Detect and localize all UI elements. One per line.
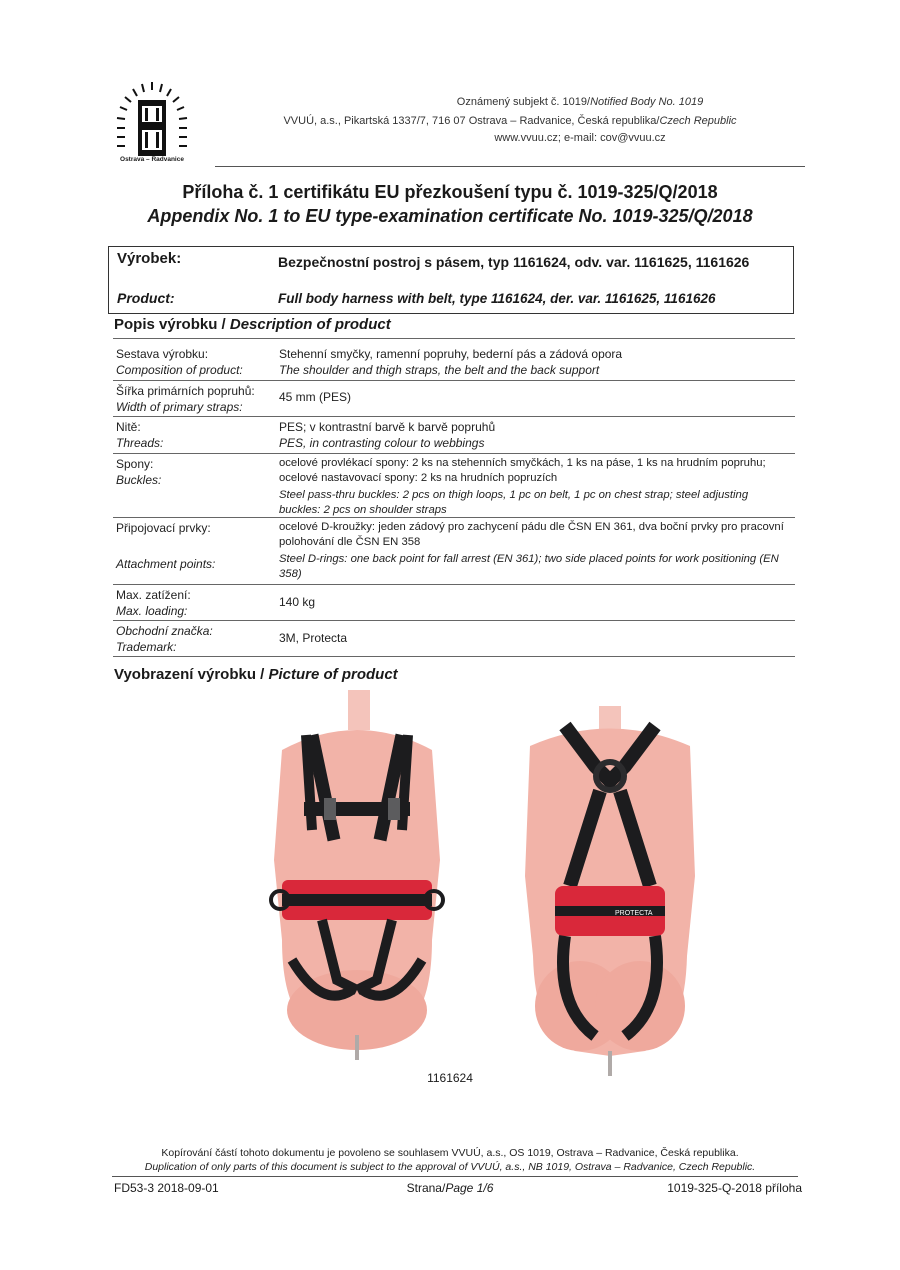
divider — [113, 656, 795, 657]
header-line1-en: Notified Body No. 1019 — [590, 96, 704, 108]
divider — [113, 517, 795, 518]
vvuu-logo — [112, 80, 192, 166]
header-line1-cz: Oznámený subjekt č. 1019/ — [456, 96, 591, 108]
divider — [113, 338, 795, 339]
divider — [113, 584, 795, 585]
row-composition-label: Sestava výrobku: Composition of product: — [116, 347, 243, 377]
harness-back-photo — [515, 706, 705, 1076]
header-notified-body — [380, 96, 780, 108]
header-address — [240, 115, 780, 127]
divider — [113, 453, 795, 454]
picture-heading-cz: Vyobrazení výrobku / — [114, 666, 269, 683]
row-max-loading-label: Max. zatížení: Max. loading: — [116, 588, 191, 618]
divider — [113, 416, 795, 417]
product-value-en: Full body harness with belt, type 1161624, der. var. 1161625, 1161626 — [278, 291, 716, 306]
header-line2-cz: VVUÚ, a.s., Pikartská 1337/7, 716 07 Ostrava – Radvanice, Česká republika/ — [283, 115, 660, 127]
row-composition-value: Stehenní smyčky, ramenní popruhy, bederní pás a zádová opora The shoulder and thigh straps, the belt and the back support — [279, 347, 623, 377]
footer-note-en: Duplication of only parts of this document is subject to the approval of VVUÚ, a.s., NB 1019, Ostrava – Radvanice, Czech Republic. — [144, 1161, 756, 1173]
form-code: FD53-3 2018-09-01 — [114, 1181, 219, 1195]
picture-caption: 1161624 — [427, 1071, 473, 1085]
product-label-en: Product: — [117, 290, 175, 306]
title-cz: Příloha č. 1 certifikátu EU přezkoušení typu č. 1019-325/Q/2018 — [182, 182, 718, 202]
row-trademark-label: Obchodní značka: Trademark: — [116, 624, 213, 654]
protecta-logo: PROTECTA — [615, 910, 653, 917]
row-buckles-value: ocelové provlékací spony: 2 ks na stehenních smyčkách, 1 ks na páse, 1 ks na hrudním popruhu; ocelové nastavovací spony: 2 ks na hrudních popruzích Steel pass-thru buckles: 2 pcs on thigh loops, 1 pc on belt, 1 pc on chest strap; steel adjusting buckles: 2 pcs on shoulder straps — [279, 457, 766, 516]
row-max-loading-value: 140 kg — [279, 595, 316, 609]
footer-note-cz: Kopírování částí tohoto dokumentu je povoleno se souhlasem VVUÚ, a.s., OS 1019, Ostrava – Radvanice, Česká republika. — [161, 1147, 739, 1159]
header-line2-en: Czech Republic — [659, 115, 737, 127]
description-heading-cz: Popis výrobku / — [114, 316, 230, 333]
row-width-value: 45 mm (PES) — [279, 390, 352, 404]
title-en: Appendix No. 1 to EU type-examination certificate No. 1019-325/Q/2018 — [147, 206, 753, 226]
page-number: Strana/Page 1/6 — [406, 1181, 494, 1195]
description-heading-en: Description of product — [229, 316, 391, 333]
row-threads-label: Nitě: Threads: — [116, 420, 164, 450]
row-threads-value: PES; v kontrastní barvě k barvě popruhů PES, in contrasting colour to webbings — [279, 420, 496, 450]
row-buckles-label: Spony: Buckles: — [116, 457, 162, 487]
description-heading — [114, 316, 391, 333]
row-width-label: Šířka primárních popruhů: Width of primary straps: — [116, 384, 255, 414]
header-contact: www.vvuu.cz; e-mail: cov@vvuu.cz — [494, 132, 666, 144]
picture-heading — [114, 666, 398, 683]
divider — [113, 380, 795, 381]
row-attachment-label-en: Attachment points: — [116, 557, 216, 571]
product-label-cz: Výrobek: — [117, 250, 182, 267]
header-divider — [215, 166, 805, 167]
row-attachment-value: ocelové D-kroužky: jeden zádový pro zachycení pádu dle ČSN EN 361, dva boční prvky pro pracovní polohování dle ČSN EN 358 Steel D-rings: one back point for fall arrest (EN 361); two side placed points for work positioning (EN 358) — [279, 521, 784, 580]
product-value-cz: Bezpečnostní postroj s pásem, typ 1161624, odv. var. 1161625, 1161626 — [278, 254, 750, 270]
footer-divider — [112, 1176, 798, 1177]
row-attachment-label-cz: Připojovací prvky: — [116, 521, 211, 535]
harness-front-photo — [262, 690, 452, 1060]
divider — [113, 620, 795, 621]
document-reference: 1019-325-Q-2018 příloha — [667, 1181, 802, 1195]
row-trademark-value: 3M, Protecta — [279, 631, 348, 645]
picture-heading-en: Picture of product — [268, 666, 398, 683]
logo-caption: Ostrava – Radvanice — [120, 156, 184, 163]
